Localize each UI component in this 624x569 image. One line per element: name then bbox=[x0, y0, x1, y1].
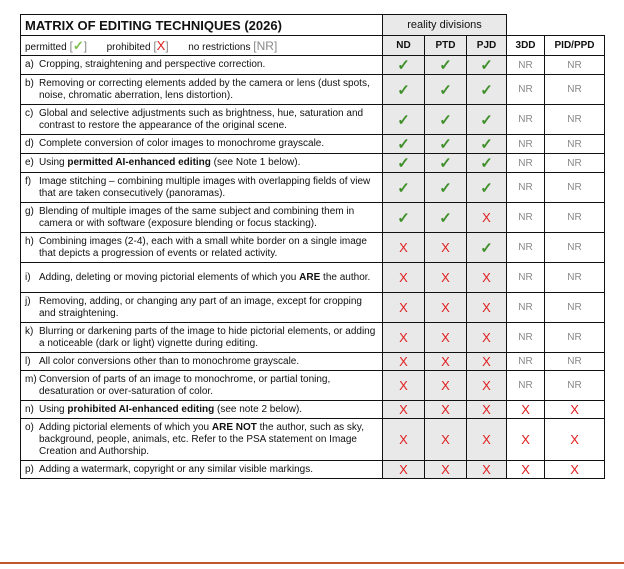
x-icon: X bbox=[399, 240, 408, 255]
mark-cell bbox=[507, 105, 545, 135]
table-row bbox=[21, 154, 605, 173]
check-icon: ✓ bbox=[480, 179, 493, 197]
technique-cell bbox=[21, 419, 383, 461]
legend-permitted-label: permitted bbox=[25, 41, 67, 53]
legend-bracket: ] bbox=[165, 38, 169, 53]
mark-cell bbox=[425, 461, 467, 479]
mark-cell bbox=[383, 263, 425, 293]
x-icon: X bbox=[482, 270, 491, 285]
check-icon: ✓ bbox=[397, 111, 410, 129]
technique-description bbox=[39, 206, 378, 230]
x-icon: X bbox=[482, 210, 491, 225]
check-icon: ✓ bbox=[397, 136, 410, 153]
row-letter: i) bbox=[25, 271, 31, 283]
legend bbox=[25, 37, 278, 53]
nr-mark: NR bbox=[518, 157, 533, 169]
row-letter: c) bbox=[25, 107, 34, 119]
mark-cell bbox=[545, 75, 605, 105]
mark-cell bbox=[425, 293, 467, 323]
mark-cell bbox=[545, 56, 605, 75]
mark-cell bbox=[425, 401, 467, 419]
mark-cell bbox=[383, 233, 425, 263]
x-icon: X bbox=[399, 300, 408, 315]
emphasis-text: ARE NOT bbox=[211, 421, 257, 433]
technique-cell bbox=[21, 105, 383, 135]
row-letter: n) bbox=[25, 403, 34, 415]
mark-cell bbox=[545, 233, 605, 263]
mark-cell bbox=[545, 263, 605, 293]
technique-cell bbox=[21, 401, 383, 419]
mark-cell bbox=[383, 173, 425, 203]
description-text: (see Note 1 below). bbox=[210, 157, 301, 168]
description-text: Complete conversion of color images to monochrome grayscale. bbox=[39, 138, 325, 149]
table-row bbox=[21, 401, 605, 419]
nr-mark: NR bbox=[567, 157, 582, 169]
nr-mark: NR bbox=[518, 138, 533, 150]
mark-cell bbox=[545, 401, 605, 419]
nr-mark: NR bbox=[567, 114, 582, 125]
table-row bbox=[21, 263, 605, 293]
nr-mark: NR bbox=[518, 356, 533, 367]
legend-cell bbox=[21, 36, 383, 56]
nr-mark: NR bbox=[518, 332, 533, 343]
nr-mark: NR bbox=[567, 84, 582, 95]
technique-cell bbox=[21, 154, 383, 173]
mark-cell bbox=[507, 203, 545, 233]
mark-cell bbox=[467, 419, 507, 461]
check-icon: ✓ bbox=[397, 57, 410, 74]
column-header-pjd bbox=[467, 36, 507, 56]
emphasis-text: prohibited AI-enhanced editing bbox=[67, 403, 215, 415]
check-icon: ✓ bbox=[439, 209, 452, 227]
mark-cell bbox=[467, 371, 507, 401]
x-icon: X bbox=[441, 240, 450, 255]
column-label: 3DD bbox=[515, 40, 536, 51]
row-letter: p) bbox=[25, 463, 34, 475]
technique-description bbox=[39, 422, 378, 458]
mark-cell bbox=[507, 371, 545, 401]
mark-cell bbox=[425, 56, 467, 75]
mark-cell bbox=[467, 263, 507, 293]
technique-description bbox=[39, 78, 378, 102]
nr-mark: NR bbox=[567, 356, 582, 367]
description-text: (see note 2 below). bbox=[214, 403, 303, 415]
legend-bracket: [ bbox=[253, 38, 257, 53]
row-letter: m) bbox=[25, 373, 37, 385]
bottom-rule bbox=[0, 562, 624, 564]
legend-nr-mark: NR bbox=[256, 38, 274, 53]
nr-mark: NR bbox=[518, 114, 533, 125]
mark-cell bbox=[545, 293, 605, 323]
check-icon: ✓ bbox=[480, 155, 493, 172]
legend-bracket: ] bbox=[83, 38, 88, 53]
mark-cell bbox=[545, 135, 605, 154]
legend-norestrict-label: no restrictions bbox=[188, 41, 251, 53]
description-text: Combining images (2-4), each with a small white border on a single image that depicts a progression of events or related activity. bbox=[39, 235, 367, 259]
mark-cell bbox=[467, 135, 507, 154]
technique-description bbox=[39, 464, 313, 476]
x-icon: X bbox=[570, 402, 579, 417]
mark-cell bbox=[383, 293, 425, 323]
nr-mark: NR bbox=[518, 380, 533, 391]
mark-cell bbox=[425, 173, 467, 203]
check-icon: ✓ bbox=[439, 136, 452, 153]
mark-cell bbox=[507, 401, 545, 419]
legend-bracket: ] bbox=[273, 38, 278, 53]
column-header-ptd bbox=[425, 36, 467, 56]
nr-mark: NR bbox=[567, 138, 582, 150]
mark-cell bbox=[507, 56, 545, 75]
mark-cell bbox=[507, 75, 545, 105]
x-icon: X bbox=[482, 432, 491, 447]
description-text: All color conversions other than to monochrome grayscale. bbox=[39, 355, 300, 367]
x-icon: X bbox=[482, 402, 491, 417]
row-letter: b) bbox=[25, 77, 34, 89]
nr-mark: NR bbox=[567, 182, 582, 193]
technique-cell bbox=[21, 203, 383, 233]
mark-cell bbox=[545, 203, 605, 233]
mark-cell bbox=[425, 353, 467, 371]
table-row bbox=[21, 461, 605, 479]
mark-cell bbox=[545, 353, 605, 371]
technique-description bbox=[39, 236, 378, 260]
mark-cell bbox=[467, 203, 507, 233]
mark-cell bbox=[425, 154, 467, 173]
check-icon: ✓ bbox=[397, 81, 410, 99]
table-row bbox=[21, 56, 605, 75]
column-label: PID/PPD bbox=[554, 40, 595, 51]
mark-cell bbox=[425, 371, 467, 401]
mark-cell bbox=[467, 56, 507, 75]
description-text: Adding pictorial elements of which you bbox=[39, 421, 212, 433]
x-icon: X bbox=[521, 462, 530, 477]
x-icon: X bbox=[441, 462, 450, 477]
x-icon: X bbox=[399, 462, 408, 477]
technique-cell bbox=[21, 371, 383, 401]
mark-cell bbox=[545, 461, 605, 479]
mark-cell bbox=[507, 461, 545, 479]
column-header-3dd bbox=[507, 36, 545, 56]
mark-cell bbox=[425, 323, 467, 353]
mark-cell bbox=[383, 401, 425, 419]
technique-description bbox=[39, 404, 302, 416]
mark-cell bbox=[383, 75, 425, 105]
technique-description bbox=[39, 356, 299, 368]
page-title: MATRIX OF EDITING TECHNIQUES (2026) bbox=[25, 17, 282, 33]
table-row bbox=[21, 105, 605, 135]
mark-cell bbox=[425, 105, 467, 135]
check-icon: ✓ bbox=[439, 81, 452, 99]
technique-description bbox=[39, 374, 378, 398]
column-label: PJD bbox=[476, 40, 497, 51]
description-text: Cropping, straightening and perspective correction. bbox=[39, 59, 266, 70]
mark-cell bbox=[425, 75, 467, 105]
row-letter: e) bbox=[25, 157, 34, 168]
x-icon: X bbox=[399, 270, 408, 285]
table-row bbox=[21, 419, 605, 461]
table-row bbox=[21, 293, 605, 323]
check-icon: ✓ bbox=[439, 57, 452, 74]
x-icon: X bbox=[441, 300, 450, 315]
legend-check-icon: ✓ bbox=[72, 37, 84, 53]
column-label: ND bbox=[396, 40, 411, 51]
technique-cell bbox=[21, 75, 383, 105]
mark-cell bbox=[507, 154, 545, 173]
mark-cell bbox=[383, 56, 425, 75]
description-text: Blurring or darkening parts of the image to hide pictorial elements, or adding a noticeable (dark or light) vignette during editing. bbox=[39, 325, 376, 349]
x-icon: X bbox=[482, 378, 491, 393]
mark-cell bbox=[383, 419, 425, 461]
nr-mark: NR bbox=[518, 242, 533, 253]
column-label: PTD bbox=[435, 40, 456, 51]
mark-cell bbox=[507, 173, 545, 203]
check-icon: ✓ bbox=[480, 111, 493, 129]
check-icon: ✓ bbox=[397, 179, 410, 197]
mark-cell bbox=[507, 353, 545, 371]
technique-cell bbox=[21, 293, 383, 323]
x-icon: X bbox=[570, 432, 579, 447]
check-icon: ✓ bbox=[439, 179, 452, 197]
description-text: Image stitching – combining multiple images with overlapping fields of view that are taken consecutively (panoramas). bbox=[39, 175, 371, 199]
nr-mark: NR bbox=[567, 59, 582, 71]
mark-cell bbox=[467, 461, 507, 479]
description-text: the author, such as sky, background, people, animals, etc. Refer to the PSA statement on Image Creation and Authorship. bbox=[39, 421, 364, 457]
nr-mark: NR bbox=[567, 380, 582, 391]
x-icon: X bbox=[482, 462, 491, 477]
table-row bbox=[21, 353, 605, 371]
table-row bbox=[21, 173, 605, 203]
technique-description bbox=[39, 138, 324, 150]
row-letter: a) bbox=[25, 59, 34, 70]
technique-description bbox=[39, 296, 378, 320]
legend-x-icon: X bbox=[156, 37, 166, 53]
check-icon: ✓ bbox=[480, 136, 493, 153]
mark-cell bbox=[545, 371, 605, 401]
legend-bracket: [ bbox=[153, 38, 157, 53]
check-icon: ✓ bbox=[480, 239, 493, 257]
header-spacer bbox=[507, 15, 605, 36]
x-icon: X bbox=[482, 354, 491, 369]
nr-mark: NR bbox=[518, 212, 533, 223]
mark-cell bbox=[425, 419, 467, 461]
description-text: Conversion of parts of an image to monochrome, or partial toning, desaturation or over-saturation of color. bbox=[39, 373, 331, 397]
table-row bbox=[21, 203, 605, 233]
mark-cell bbox=[383, 353, 425, 371]
mark-cell bbox=[467, 173, 507, 203]
check-icon: ✓ bbox=[439, 111, 452, 129]
table-row bbox=[21, 323, 605, 353]
technique-cell bbox=[21, 173, 383, 203]
mark-cell bbox=[507, 263, 545, 293]
description-text: Using bbox=[39, 403, 68, 415]
title-cell bbox=[21, 15, 383, 36]
row-letter: h) bbox=[25, 235, 34, 247]
mark-cell bbox=[507, 233, 545, 263]
technique-cell bbox=[21, 353, 383, 371]
x-icon: X bbox=[441, 354, 450, 369]
check-icon: ✓ bbox=[397, 155, 410, 172]
description-text: Adding a watermark, copyright or any similar visible markings. bbox=[39, 463, 313, 475]
nr-mark: NR bbox=[518, 182, 533, 193]
description-text: the author. bbox=[320, 271, 371, 283]
mark-cell bbox=[467, 154, 507, 173]
x-icon: X bbox=[521, 402, 530, 417]
mark-cell bbox=[467, 105, 507, 135]
nr-mark: NR bbox=[518, 59, 533, 71]
x-icon: X bbox=[482, 330, 491, 345]
nr-mark: NR bbox=[518, 272, 533, 283]
check-icon: ✓ bbox=[397, 209, 410, 227]
nr-mark: NR bbox=[567, 272, 582, 283]
mark-cell bbox=[545, 154, 605, 173]
description-text: Blending of multiple images of the same subject and combining them in camera or with software (exposure blending or focus stacking). bbox=[39, 205, 355, 229]
nr-mark: NR bbox=[567, 212, 582, 223]
nr-mark: NR bbox=[518, 302, 533, 313]
x-icon: X bbox=[441, 270, 450, 285]
mark-cell bbox=[467, 75, 507, 105]
description-text: Global and selective adjustments such as brightness, hue, saturation and contrast to restore the appearance of the original scene. bbox=[39, 107, 364, 131]
x-icon: X bbox=[399, 378, 408, 393]
x-icon: X bbox=[399, 354, 408, 369]
technique-description bbox=[39, 157, 300, 169]
editing-matrix-table bbox=[20, 14, 605, 479]
mark-cell bbox=[507, 323, 545, 353]
emphasis-text: ARE bbox=[299, 271, 321, 283]
row-letter: d) bbox=[25, 138, 34, 149]
mark-cell bbox=[425, 233, 467, 263]
table-row bbox=[21, 135, 605, 154]
technique-description bbox=[39, 326, 378, 350]
reality-divisions-header bbox=[383, 15, 507, 36]
mark-cell bbox=[467, 293, 507, 323]
column-header-pid-ppd bbox=[545, 36, 605, 56]
nr-mark: NR bbox=[567, 332, 582, 343]
x-icon: X bbox=[521, 432, 530, 447]
mark-cell bbox=[383, 461, 425, 479]
check-icon: ✓ bbox=[480, 81, 493, 99]
mark-cell bbox=[507, 293, 545, 323]
technique-cell bbox=[21, 135, 383, 154]
technique-description bbox=[39, 59, 265, 71]
mark-cell bbox=[467, 233, 507, 263]
row-letter: k) bbox=[25, 325, 34, 337]
x-icon: X bbox=[399, 402, 408, 417]
row-letter: l) bbox=[25, 355, 31, 367]
mark-cell bbox=[383, 135, 425, 154]
x-icon: X bbox=[482, 300, 491, 315]
x-icon: X bbox=[441, 432, 450, 447]
mark-cell bbox=[383, 371, 425, 401]
description-text: Using bbox=[39, 157, 68, 168]
description-text: Removing or correcting elements added by the camera or lens (dust spots, noise, chromatic aberration, lens distortion). bbox=[39, 77, 370, 101]
x-icon: X bbox=[399, 330, 408, 345]
mark-cell bbox=[507, 419, 545, 461]
group-header-label: reality divisions bbox=[407, 19, 482, 31]
x-icon: X bbox=[441, 330, 450, 345]
mark-cell bbox=[545, 173, 605, 203]
nr-mark: NR bbox=[567, 302, 582, 313]
mark-cell bbox=[383, 203, 425, 233]
technique-cell bbox=[21, 461, 383, 479]
mark-cell bbox=[467, 401, 507, 419]
mark-cell bbox=[545, 323, 605, 353]
mark-cell bbox=[467, 353, 507, 371]
mark-cell bbox=[545, 105, 605, 135]
technique-description bbox=[39, 272, 370, 284]
nr-mark: NR bbox=[567, 242, 582, 253]
x-icon: X bbox=[399, 432, 408, 447]
check-icon: ✓ bbox=[480, 57, 493, 74]
legend-bracket: [ bbox=[69, 38, 73, 53]
technique-cell bbox=[21, 263, 383, 293]
row-letter: g) bbox=[25, 205, 34, 217]
column-header-nd bbox=[383, 36, 425, 56]
mark-cell bbox=[507, 135, 545, 154]
x-icon: X bbox=[570, 462, 579, 477]
emphasis-text: permitted AI-enhanced editing bbox=[67, 157, 211, 168]
row-letter: f) bbox=[25, 175, 32, 187]
technique-description bbox=[39, 108, 378, 132]
mark-cell bbox=[425, 203, 467, 233]
technique-cell bbox=[21, 56, 383, 75]
mark-cell bbox=[467, 323, 507, 353]
table-row bbox=[21, 233, 605, 263]
mark-cell bbox=[383, 105, 425, 135]
mark-cell bbox=[545, 419, 605, 461]
description-text: Adding, deleting or moving pictorial elements of which you bbox=[39, 271, 300, 283]
table-row bbox=[21, 75, 605, 105]
technique-cell bbox=[21, 323, 383, 353]
row-letter: o) bbox=[25, 421, 34, 433]
x-icon: X bbox=[441, 402, 450, 417]
technique-description bbox=[39, 176, 378, 200]
mark-cell bbox=[383, 323, 425, 353]
x-icon: X bbox=[441, 378, 450, 393]
check-icon: ✓ bbox=[439, 155, 452, 172]
nr-mark: NR bbox=[518, 84, 533, 95]
legend-prohibited-label: prohibited bbox=[106, 41, 151, 53]
mark-cell bbox=[383, 154, 425, 173]
mark-cell bbox=[425, 135, 467, 154]
table-row bbox=[21, 371, 605, 401]
row-letter: j) bbox=[25, 295, 31, 307]
description-text: Removing, adding, or changing any part of an image, except for cropping and straightening. bbox=[39, 295, 362, 319]
technique-cell bbox=[21, 233, 383, 263]
mark-cell bbox=[425, 263, 467, 293]
